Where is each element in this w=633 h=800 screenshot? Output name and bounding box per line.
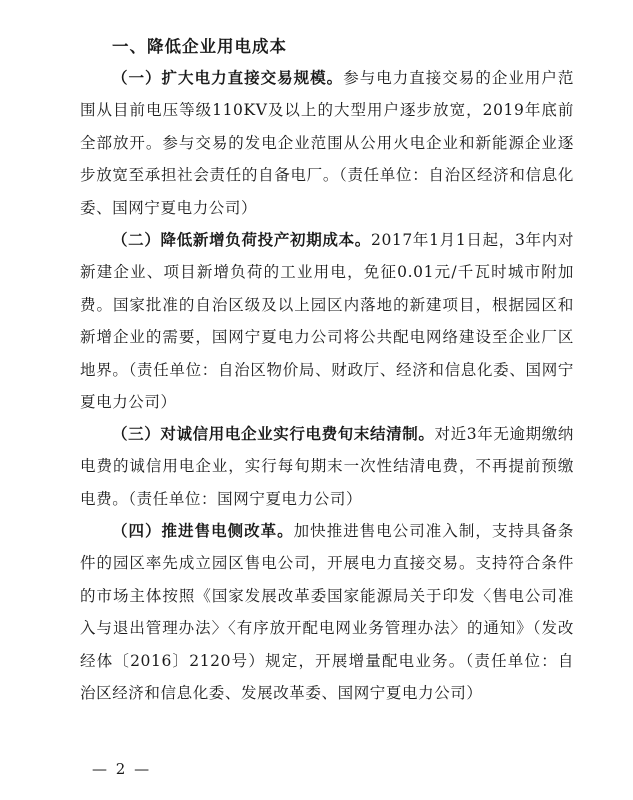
paragraph-expand-direct-trading bbox=[80, 62, 574, 224]
page-number: — 2 — bbox=[92, 760, 152, 778]
section-heading: 一、降低企业用电成本 bbox=[112, 37, 287, 56]
paragraph-reduce-new-load-cost bbox=[80, 224, 574, 418]
paragraph-body: 2017年1月1日起，3年内对新建企业、项目新增负荷的工业用电，免征0.01元/千瓦时城市附加费。国家批准的自治区级及以上园区内落地的新建项目，根据园区和新增企业的需要，国网宁夏电力公司将公共配电网络建设至企业厂区地界。（责任单位：自治区物价局、财政厅、经济和信息化委、国网宁夏电力公司） bbox=[80, 231, 574, 412]
paragraph-body: 参与电力直接交易的企业用户范围从目前电压等级110KV及以上的大型用户逐步放宽，2019年底前全部放开。参与交易的发电企业范围从公用火电企业和新能源企业逐步放宽至承担社会责任的自备电厂。（责任单位：自治区经济和信息化委、国网宁夏电力公司） bbox=[80, 69, 574, 217]
paragraph-lead: （四）推进售电侧改革。 bbox=[112, 521, 294, 540]
paragraph-lead: （三）对诚信用电企业实行电费旬末结清制。 bbox=[112, 424, 435, 443]
paragraph-ten-day-settlement bbox=[80, 418, 574, 515]
paragraph-body: 加快推进售电公司准入制，支持具备条件的园区率先成立园区售电公司，开展电力直接交易。支持符合条件的市场主体按照《国家发展改革委国家能源局关于印发〈售电公司准入与退出管理办法〉〈有序放开配电网业务管理办法〉的通知》（发改经体〔2016〕2120号）规定，开展增量配电业务。（责任单位：自治区经济和信息化委、发展改革委、国网宁夏电力公司） bbox=[80, 522, 575, 703]
paragraph-body: 对近3年无逾期缴纳电费的诚信用电企业，实行每旬期末一次性结清电费，不再提前预缴电费。（责任单位：国网宁夏电力公司） bbox=[80, 425, 574, 508]
paragraph-lead: （一）扩大电力直接交易规模。 bbox=[112, 68, 344, 87]
paragraph-lead: （二）降低新增负荷投产初期成本。 bbox=[112, 230, 371, 249]
paragraph-retail-reform bbox=[80, 515, 574, 709]
